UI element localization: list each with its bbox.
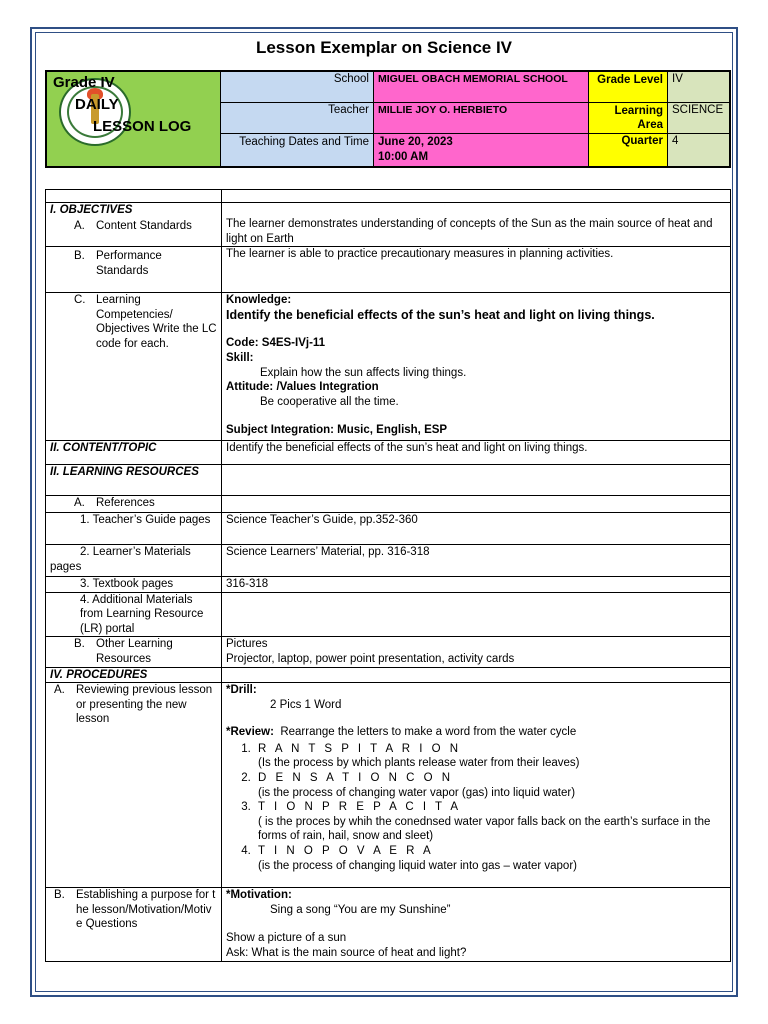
review-line: *Review: Rearrange the letters to make a word from the water cycle: [226, 726, 577, 739]
logo-daily: DAILY: [75, 96, 119, 113]
knowledge-label: Knowledge:: [226, 294, 292, 307]
list-item: 3. T I O N P R E P A C I T A ( is the proces by whih the conednsed water vapor falls back on the earth’s surface in the forms of rain, hail, snow and sleet): [254, 800, 726, 844]
subject-integration: Subject Integration: Music, English, ESP: [226, 424, 448, 437]
ask-question-text: Ask: What is the main source of heat and light?: [226, 947, 467, 959]
additional-materials-label: 4. Additional Materials from Learning Resource (LR) portal: [46, 592, 222, 637]
lesson-table: [45, 189, 731, 962]
attitude-label: Attitude: /Values Integration: [226, 381, 379, 394]
objectives-cell: [46, 203, 222, 247]
dates-date: June 20, 2023: [378, 136, 453, 148]
quarter-value: 4: [668, 134, 731, 168]
logo-cell: [46, 71, 221, 167]
drill-label: *Drill:: [226, 684, 257, 697]
scrambled-word-list: [226, 742, 726, 873]
content-heading: II. CONTENT/TOPIC: [46, 440, 222, 464]
logo-lesson-log: LESSON LOG: [93, 118, 192, 135]
skill-value: Explain how the sun affects living things.: [260, 366, 467, 379]
content-value: Identify the beneficial effects of the sun’s heat and light on living things.: [222, 440, 731, 464]
show-picture-text: Show a picture of a sun: [226, 932, 347, 945]
list-item: 4. T I N O P O V A E R A (is the process of changing liquid water into gas – water vapor): [254, 844, 726, 873]
procedures-heading: IV. PROCEDURES: [46, 667, 222, 683]
content-standards-label: A. Content Standards: [74, 219, 192, 232]
learners-materials-label: 2. Learner’s Materials pages: [46, 544, 222, 576]
other-resources-pictures: Pictures: [226, 638, 268, 651]
teacher-value: MILLIE JOY O. HERBIETO: [374, 103, 589, 134]
performance-standards-value: The learner is able to practice precautionary measures in planning activities.: [222, 247, 731, 293]
procedure-a-label: A. Reviewing previous lesson or presenting the new lesson: [46, 683, 222, 888]
dates-time: 10:00 AM: [378, 151, 429, 163]
learners-materials-value: Science Learners’ Material, pp. 316-318: [222, 544, 731, 576]
resources-heading: II. LEARNING RESOURCES: [46, 464, 222, 495]
competencies-label: C. Learning Competencies/ Objectives Write the LC code for each.: [46, 293, 222, 441]
quarter-label: Quarter: [589, 134, 668, 168]
area-value: SCIENCE: [668, 103, 731, 134]
grade-value: IV: [668, 71, 731, 103]
document-title: Lesson Exemplar on Science IV: [255, 38, 513, 57]
dates-value: [374, 134, 589, 168]
motivation-label: *Motivation:: [226, 889, 292, 902]
list-item: 1. R A N T S P I T A R I O N (Is the process by which plants release water from their leaves): [254, 742, 726, 771]
knowledge-value: Identify the beneficial effects of the sun’s heat and light on living things.: [226, 307, 655, 322]
other-resources-value: [222, 637, 731, 667]
drill-value: 2 Pics 1 Word: [270, 698, 342, 711]
lc-code: Code: S4ES-IVj-11: [226, 337, 326, 350]
teacher-label: Teacher: [221, 103, 374, 134]
other-resources-equipment: Projector, laptop, power point presentation, activity cards: [226, 652, 515, 665]
textbook-label: 3. Textbook pages: [46, 576, 222, 592]
dates-label: Teaching Dates and Time: [221, 134, 374, 168]
school-value: MIGUEL OBACH MEMORIAL SCHOOL: [374, 71, 589, 103]
header-table: [45, 70, 731, 168]
school-label: School: [221, 71, 374, 103]
objectives-heading: I. OBJECTIVES: [50, 204, 133, 216]
procedure-b-label: B. Establishing a purpose for the lesson/Motivation/Motive Questions: [46, 888, 222, 961]
procedure-b-value: [222, 888, 731, 961]
grade-label: Grade Level: [589, 71, 668, 103]
attitude-value: Be cooperative all the time.: [260, 395, 399, 408]
procedure-a-value: [222, 683, 731, 888]
skill-label: Skill:: [226, 351, 254, 364]
list-item: 2. D E N S A T I O N C O N (is the process of changing water vapor (gas) into liquid water): [254, 771, 726, 800]
competencies-value: [222, 293, 731, 441]
teachers-guide-value: Science Teacher’s Guide, pp.352-360: [222, 512, 731, 544]
references-label: A. References: [46, 495, 222, 512]
logo-grade: Grade IV: [53, 74, 115, 91]
teachers-guide-label: 1. Teacher’s Guide pages: [46, 512, 222, 544]
other-resources-label: B. Other Learning Resources: [46, 637, 222, 667]
performance-standards-label: B. Performance Standards: [46, 247, 222, 293]
motivation-value: Sing a song “You are my Sunshine”: [270, 903, 451, 916]
content-standards-value: The learner demonstrates understanding of concepts of the Sun as the main source of heat and light on Earth: [222, 203, 731, 247]
area-label: Learning Area: [589, 103, 668, 134]
textbook-value: 316-318: [222, 576, 731, 592]
